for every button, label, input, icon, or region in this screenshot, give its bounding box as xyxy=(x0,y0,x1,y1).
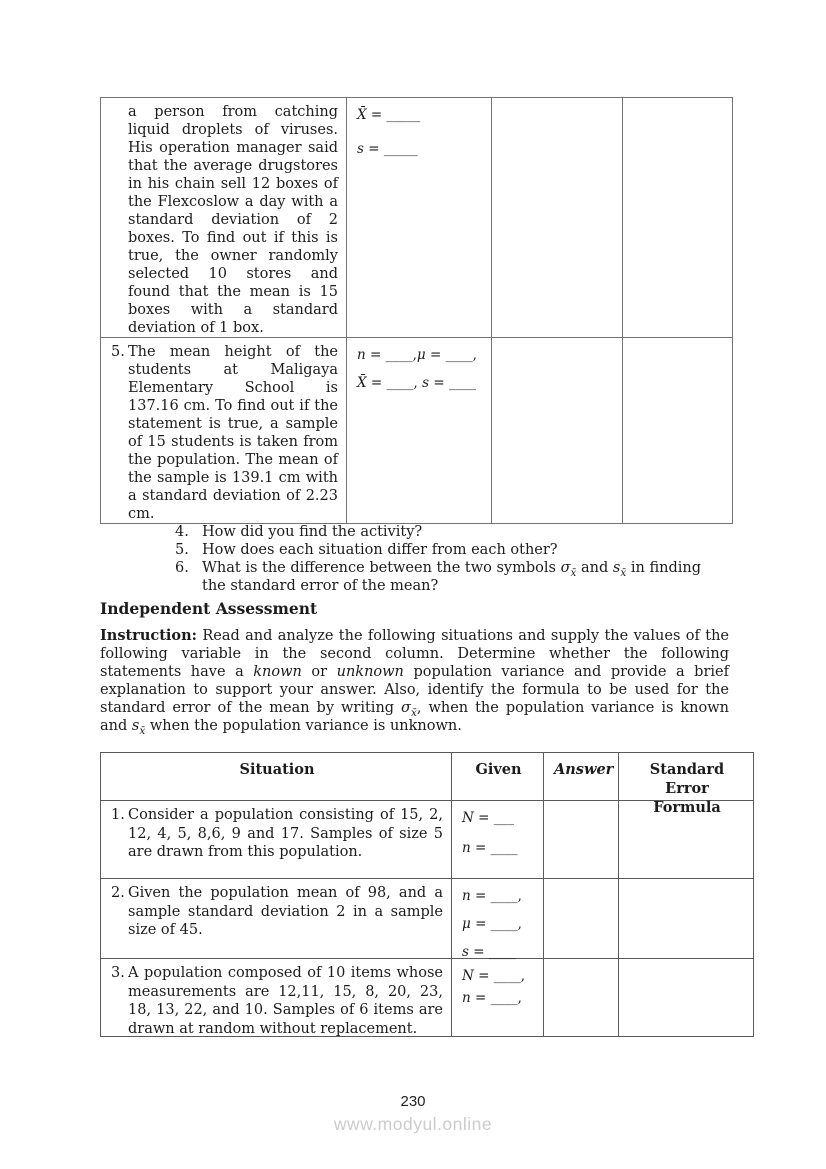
question-number: 6. xyxy=(175,560,189,576)
question-item xyxy=(175,559,729,595)
question-number: 4. xyxy=(175,524,189,540)
item-number: 1. xyxy=(111,807,125,823)
assessment-row3-situation-cell xyxy=(101,959,452,1037)
header-situation: Situation xyxy=(101,753,452,801)
question-number: 5. xyxy=(175,542,189,558)
given-blank-line: N = ___ xyxy=(462,810,514,826)
header-formula: Standard Error Formula xyxy=(619,753,754,801)
given-blank-line: n = ____, xyxy=(462,888,522,904)
assessment-row1-situation-cell xyxy=(101,801,452,879)
question-text: How did you find the activity? xyxy=(202,524,423,540)
question-item xyxy=(175,523,729,541)
header-given: Given xyxy=(452,753,544,801)
given-blank-line: X̄ = ____, s = ____ xyxy=(357,375,476,391)
activity-row1-answer-cell xyxy=(492,98,623,338)
question-text: How does each situation differ from each other? xyxy=(202,542,558,558)
activity-row1-situation-cell xyxy=(101,98,347,338)
situation-text: The mean height of the students at Maligaya Elementary School is 137.16 cm. To find out if the statement is true, a sample of 15 students is taken from the population. The mean of the sample is 139.1 cm with a standard deviation of 2.23 cm. xyxy=(128,344,338,522)
activity-table xyxy=(100,97,733,524)
given-blank-line: X̄ = _____ xyxy=(357,107,421,123)
given-blank-line: s = ____ xyxy=(462,944,516,960)
question-text: What is the difference between the two symbols $\sigma_{x̄}$ and $s_{x̄}$ in finding the standard error of the mean? xyxy=(202,560,701,594)
situation-text: A population composed of 10 items whose measurements are 12,11, 15, 8, 20, 23, 18, 13, 22, and 10. Samples of 6 items are drawn at random without replacement. xyxy=(128,965,443,1037)
assessment-row3-given-cell xyxy=(452,959,544,1037)
questions-list xyxy=(175,523,729,595)
situation-text: a person from catching liquid droplets of viruses. His operation manager said that the average drugstores in his chain sell 12 boxes of the Flexcoslow a day with a standard deviation of 2 boxes. To find out if this is true, the owner randomly selected 10 stores and found that the mean is 15 boxes with a standard deviation of 1 box. xyxy=(128,104,338,336)
assessment-row2-formula-cell xyxy=(619,879,754,959)
given-blank-line: n = ____ xyxy=(462,840,518,856)
question-item xyxy=(175,541,729,559)
item-number: 3. xyxy=(111,965,125,981)
given-blank-line: n = ____,μ = ____, xyxy=(357,347,477,363)
instruction-paragraph: Instruction: Read and analyze the following situations and supply the values of the following variable in the second column. Determine whether the following statements have a known or unknown population variance and provide a brief explanation to support your answer. Also, identify the formula to be used for the standard error of the mean by writing $\sigma_{x̄}$, when the population variance is known and $s_{x̄}$ when the population variance is unknown. xyxy=(100,627,729,737)
activity-row2-formula-cell xyxy=(623,338,733,524)
assessment-row1-given-cell xyxy=(452,801,544,879)
assessment-row2-given-cell xyxy=(452,879,544,959)
given-blank-line: n = ____, xyxy=(462,990,522,1006)
assessment-row1-answer-cell xyxy=(544,801,619,879)
assessment-row3-formula-cell xyxy=(619,959,754,1037)
assessment-row3-answer-cell xyxy=(544,959,619,1037)
watermark-text: www.modyul.online xyxy=(333,1114,493,1134)
situation-text: Given the population mean of 98, and a sample standard deviation 2 in a sample size of 45. xyxy=(128,885,443,938)
item-number: 2. xyxy=(111,885,125,901)
header-answer: Answer xyxy=(544,753,619,801)
activity-row2-answer-cell xyxy=(492,338,623,524)
section-heading: Independent Assessment xyxy=(100,599,318,618)
item-number: 5. xyxy=(111,344,125,360)
given-blank-line: N = ____, xyxy=(462,968,525,984)
assessment-row2-answer-cell xyxy=(544,879,619,959)
given-blank-line: s = _____ xyxy=(357,141,418,157)
assessment-table xyxy=(100,752,754,1037)
activity-row1-given-cell xyxy=(347,98,492,338)
given-blank-line: μ = ____, xyxy=(462,916,522,932)
assessment-row2-situation-cell xyxy=(101,879,452,959)
situation-text: Consider a population consisting of 15, 2, 12, 4, 5, 8,6, 9 and 17. Samples of size 5 are drawn from this population. xyxy=(128,807,443,860)
assessment-row1-formula-cell xyxy=(619,801,754,879)
activity-row2-situation-cell xyxy=(101,338,347,524)
page-number: 230 xyxy=(400,1093,426,1110)
activity-row1-formula-cell xyxy=(623,98,733,338)
activity-row2-given-cell xyxy=(347,338,492,524)
